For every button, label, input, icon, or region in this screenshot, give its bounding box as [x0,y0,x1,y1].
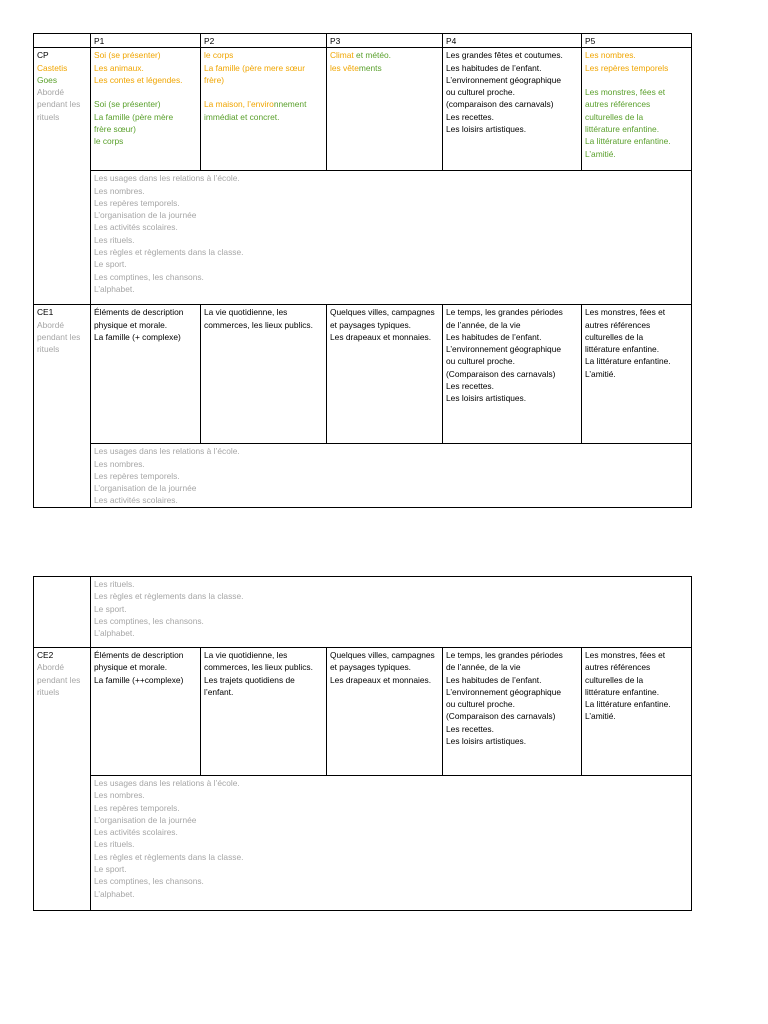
ce1-p5-line: La littérature enfantine. [585,356,671,367]
continued-empty-cell [34,577,91,648]
ritual-line: Les repères temporels. [94,802,180,813]
ce1-p1-line: Éléments de description [94,307,184,318]
ritual-line: Les activités scolaires. [94,827,178,838]
cp-p1-line: le corps [94,136,124,147]
ce2-p4-cell [443,648,582,776]
ce1-p4-line: Les loisirs artistiques. [446,393,527,404]
ce1-p4-line: ou culturel proche. [446,356,515,367]
header-p2: P2 [201,34,327,48]
continued-rituals-cell [91,577,692,648]
ce1-p5-line: culturelles de la [585,331,644,342]
header-empty-cell [34,34,91,48]
ce1-p4-line: Les habitudes de l’enfant. [446,331,542,342]
ritual-line: Les rituels. [94,234,135,245]
ce2-rituals-row [34,776,692,911]
cp-p2-env-b: nnement [273,99,307,110]
ce2-rituals-cell [91,776,692,911]
cp-p4-line: Les loisirs artistiques. [446,124,527,135]
ce2-p3-line: et paysages typiques. [330,662,412,673]
cp-p1-line: La famille (père mère [94,111,174,122]
cp-p3-line [330,49,439,61]
ritual-line: L’alphabet. [94,628,135,639]
ritual-line: L’organisation de la journée [94,210,197,221]
cp-p2-env-c: immédiat et concret. [204,111,280,122]
ritual-line: Les activités scolaires. [94,495,178,506]
ritual-line: Les rituels. [94,579,135,589]
ritual-line: Les repères temporels. [94,470,180,481]
ce1-p4-line: (Comparaison des carnavals) [446,368,556,379]
ce1-p1-line: La famille (+ complexe) [94,331,181,342]
ce2-p3-cell [327,648,443,776]
cp-p2-line: La famille (père mere sœur [204,62,305,73]
ritual-line: Les comptines, les chansons. [94,615,204,626]
ce2-level-cell [34,648,91,911]
header-p4: P4 [443,34,582,48]
ce1-p4-line: de l’année, de la vie [446,319,521,330]
ce1-p4-line: Les recettes. [446,381,494,392]
header-p3: P3 [327,34,443,48]
ce2-p5-line: littérature enfantine. [585,686,660,697]
cp-sub-line: Castetis [37,62,68,73]
ce1-p2-line: commerces, les lieux publics. [204,319,313,330]
cp-p5-line: La littérature enfantine. [585,136,671,147]
ce1-rituals-row [34,444,692,507]
cp-p1-cell [91,48,201,171]
cp-p5-line: Les monstres, fées et [585,87,666,98]
cp-p3-c1: les vête [330,62,359,73]
cp-p2-cell [201,48,327,171]
cp-p1-line: Les animaux. [94,62,144,73]
cp-p4-line: Les habitudes de l’enfant. [446,62,542,73]
cp-p3-line [330,62,439,74]
ce2-p2-line: l’enfant. [204,686,234,697]
ce1-level-cell [34,305,91,507]
ce1-p5-line: littérature enfantine. [585,344,660,355]
cp-rituals-row [34,171,692,305]
ce2-level-label: CE2 [37,650,54,660]
ce2-sub-line: pendant les [37,674,81,685]
ce2-p4-line: Le temps, les grandes périodes [446,650,563,660]
ce2-p4-line: Les recettes. [446,723,494,734]
ce2-p1-cell [91,648,201,776]
cp-p1-line: frère sœur) [94,124,136,135]
ce2-p3-line: Quelques villes, campagnes [330,650,435,660]
cp-sub-line: pendant les [37,99,81,110]
ritual-line: Les nombres. [94,185,145,196]
ce1-sub-line: pendant les [37,331,81,342]
ce1-p3-cell [327,305,443,444]
ce1-p3-line: Les drapeaux et monnaies. [330,331,432,342]
ritual-line: L’organisation de la journée [94,814,197,825]
ce1-p3-line: Quelques villes, campagnes [330,307,435,318]
cp-p1-line [94,86,197,98]
ce2-p4-line: de l’année, de la vie [446,662,521,673]
ce2-row [34,648,692,776]
continued-rituals-row [34,577,692,648]
ritual-line: Les rituels. [94,839,135,850]
ce2-p2-line: Les trajets quotidiens de [204,674,295,685]
ce1-rituals-cell [91,444,692,507]
cp-sub-line: Goes [37,74,58,85]
ce1-p2-cell [201,305,327,444]
cp-p3-a: Climat [330,50,354,61]
ce2-sub-line: Abordé [37,662,65,673]
cp-p4-cell [443,48,582,171]
cp-p4-line: Les recettes. [446,111,494,122]
cp-p1-line: Soi (se présenter) [94,50,161,61]
ce1-p5-line: Les monstres, fées et [585,307,666,318]
cp-sub-line: rituels [37,111,60,122]
cp-p3-cell [327,48,443,171]
ce2-sub-line: rituels [37,686,60,697]
ce2-p4-line: L’environnement géographique [446,686,562,697]
cp-p1-line: Les contes et légendes. [94,74,183,85]
ritual-line: L’alphabet. [94,283,135,294]
cp-sub-line: Abordé [37,87,65,98]
ce2-p2-cell [201,648,327,776]
ce1-sub-line: rituels [37,344,60,355]
cp-p5-cell [582,48,692,171]
ce2-p4-line: Les loisirs artistiques. [446,736,527,747]
ce2-p3-line: Les drapeaux et monnaies. [330,674,432,685]
ce2-p2-line: commerces, les lieux publics. [204,662,313,673]
cp-p2-env-a: La maison, l’enviro [204,99,274,110]
curriculum-table-page2 [33,576,692,911]
ritual-line: Les règles et règlements dans la classe. [94,851,244,862]
ritual-line: Les usages dans les relations à l’école. [94,173,240,184]
ce2-p1-line: Éléments de description [94,650,184,660]
curriculum-table-page1 [33,33,692,508]
ce1-p4-line: L’environnement géographique [446,344,562,355]
ritual-line: L’organisation de la journée [94,483,197,494]
ce1-row [34,305,692,444]
ritual-line: Le sport. [94,864,127,875]
ce2-p1-line: La famille (++complexe) [94,674,184,685]
ritual-line: L’alphabet. [94,888,135,899]
cp-p1-line: Soi (se présenter) [94,99,161,110]
ritual-line: Les règles et règlements dans la classe. [94,247,244,258]
ce1-p3-line: et paysages typiques. [330,319,412,330]
ce1-p4-cell [443,305,582,444]
cp-p5-line: autres références [585,99,651,110]
cp-p4-line: (comparaison des carnavals) [446,99,554,110]
cp-p4-line: L’environnement géographique [446,74,562,85]
ritual-line: Le sport. [94,603,127,614]
ce1-p5-cell [582,305,692,444]
header-p1: P1 [91,34,201,48]
ce2-p5-line: autres références [585,662,651,673]
ce2-p5-line: culturelles de la [585,674,644,685]
ce2-p4-line: (Comparaison des carnavals) [446,711,556,722]
ritual-line: Les activités scolaires. [94,222,178,233]
ce1-p5-line: L’amitié. [585,368,616,379]
ritual-line: Les repères temporels. [94,197,180,208]
ce2-p5-line: L’amitié. [585,711,616,722]
ce1-sub-line: Abordé [37,319,65,330]
ritual-line: Les usages dans les relations à l’école. [94,446,240,457]
cp-p3-c2: ments [358,62,382,73]
cp-rituals-cell [91,171,692,305]
ritual-line: Les usages dans les relations à l’école. [94,778,240,788]
ce1-p4-line: Le temps, les grandes périodes [446,307,563,318]
ritual-line: Les comptines, les chansons. [94,876,204,887]
cp-p5-line: L’amitié. [585,148,616,159]
cp-p5-line [585,74,688,86]
ce2-p5-line: Les monstres, fées et [585,650,666,660]
ce2-p4-line: ou culturel proche. [446,699,515,710]
cp-level-cell [34,48,91,305]
cp-p4-line: Les grandes fêtes et coutumes. [446,50,563,61]
ce1-p1-line: physique et morale. [94,319,168,330]
ritual-line: Les nombres. [94,790,145,801]
ritual-line: Les comptines, les chansons. [94,271,204,282]
cp-p5-line: Les repères temporels [585,62,669,73]
ritual-line: Le sport. [94,259,127,270]
ce1-p1-cell [91,305,201,444]
cp-p5-line: littérature enfantine. [585,124,660,135]
cp-p5-line: culturelles de la [585,111,644,122]
cp-p2-env-line [204,98,323,110]
cp-row [34,48,692,171]
ce1-level-label: CE1 [37,307,54,318]
cp-level-label: CP [37,50,49,61]
ce1-p5-line: autres références [585,319,651,330]
ritual-line: Les nombres. [94,458,145,469]
ce2-p5-line: La littérature enfantine. [585,699,671,710]
ce2-p2-line: La vie quotidienne, les [204,650,288,660]
cp-p2-line: le corps [204,50,234,61]
ce2-p5-cell [582,648,692,776]
header-p5: P5 [582,34,692,48]
cp-p5-line: Les nombres. [585,50,636,61]
ce2-p1-line: physique et morale. [94,662,168,673]
ce1-p2-line: La vie quotidienne, les [204,307,288,318]
ritual-line: Les règles et règlements dans la classe. [94,591,244,602]
cp-p3-b: et météo. [353,50,391,61]
ce2-p4-line: Les habitudes de l’enfant. [446,674,542,685]
cp-p2-line: frère) [204,74,225,85]
header-row [34,34,692,48]
cp-p4-line: ou culturel proche. [446,87,515,98]
cp-p2-line [204,86,323,98]
